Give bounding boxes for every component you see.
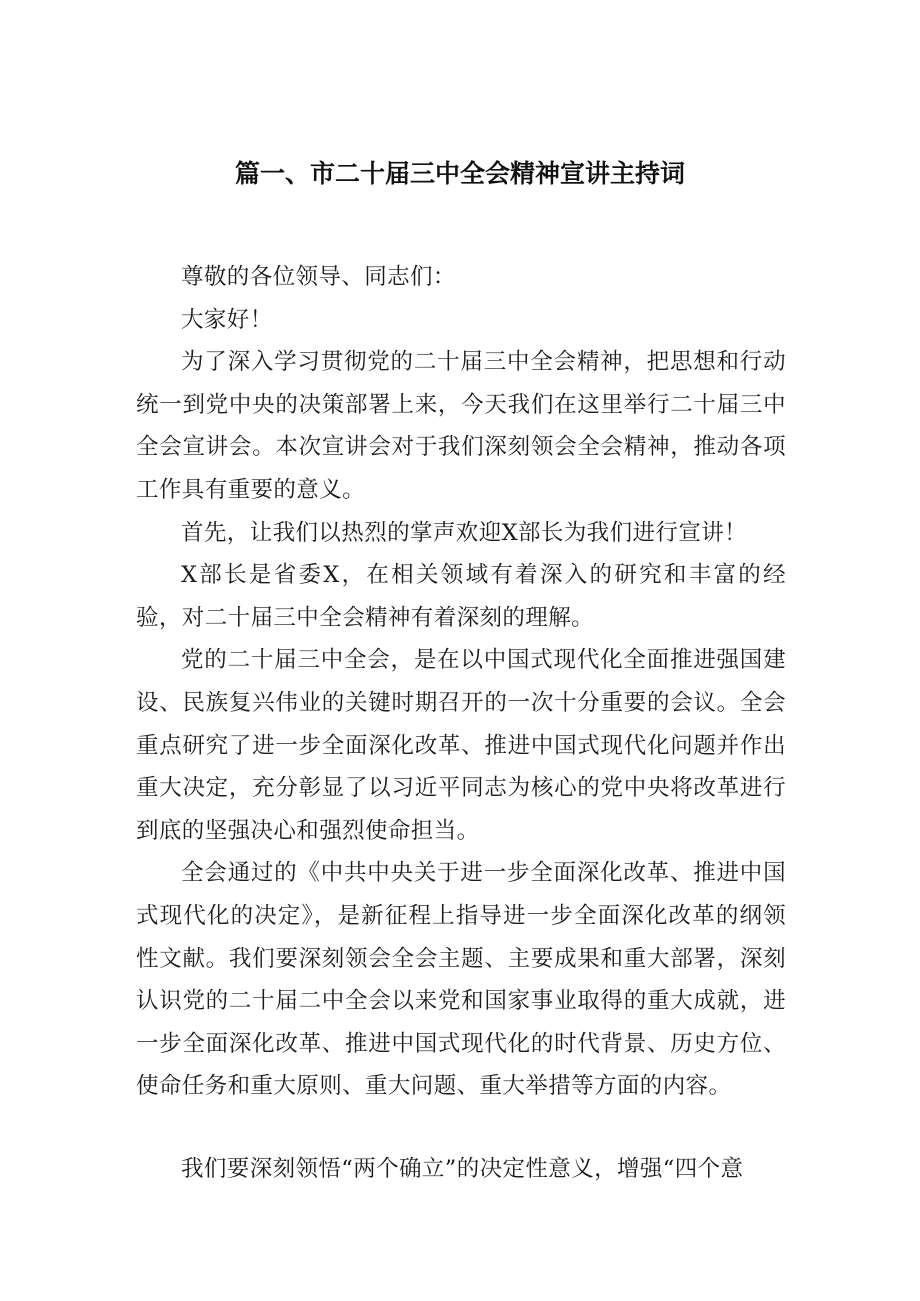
paragraph-greeting: 大家好！ — [181, 306, 273, 333]
paragraph-speaker-bio: X部长是省委X，在相关领域有着深入的研究和丰富的经验，对二十届三中全会精神有着深刻的理解。 — [136, 562, 786, 631]
paragraph-plenum-decision: 全会通过的《中共中央关于进一步全面深化改革、推进中国式现代化的决定》，是新征程上指导进一步全面深化改革的纲领性文献。我们要深刻领会全会主题、主要成果和重大部署，深刻认识党的二十届二中全会以来党和国家事业取得的重大成就，进一步全面深化改革、推进中国式现代化的时代背景、历史方位、使命任务和重大原则、重大问题、重大举措等方面的内容。 — [136, 860, 786, 1100]
paragraph-plenum-significance: 党的二十届三中全会，是在以中国式现代化全面推进强国建设、民族复兴伟业的关键时期召开的一次十分重要的会议。全会重点研究了进一步全面深化改革、推进中国式现代化问题并作出重大决定，充分彰显了以习近平同志为核心的党中央将改革进行到底的坚强决心和强烈使命担当。 — [136, 647, 786, 844]
paragraph-two-establishments: 我们要深刻领悟“两个确立”的决定性意义，增强“四个意 — [181, 1155, 744, 1182]
paragraph-introduction: 为了深入学习贯彻党的二十届三中全会精神，把思想和行动统一到党中央的决策部署上来，今天我们在这里举行二十届三中全会宣讲会。本次宣讲会对于我们深刻领会全会精神，推动各项工作具有重要的意义。 — [136, 349, 786, 503]
document-body — [136, 256, 786, 1190]
paragraph-welcome-speaker: 首先，让我们以热烈的掌声欢迎X部长为我们进行宣讲！ — [181, 519, 748, 546]
paragraph-salutation: 尊敬的各位领导、同志们： — [181, 264, 456, 290]
document-title: 篇一、市二十届三中全会精神宣讲主持词 — [234, 159, 685, 188]
